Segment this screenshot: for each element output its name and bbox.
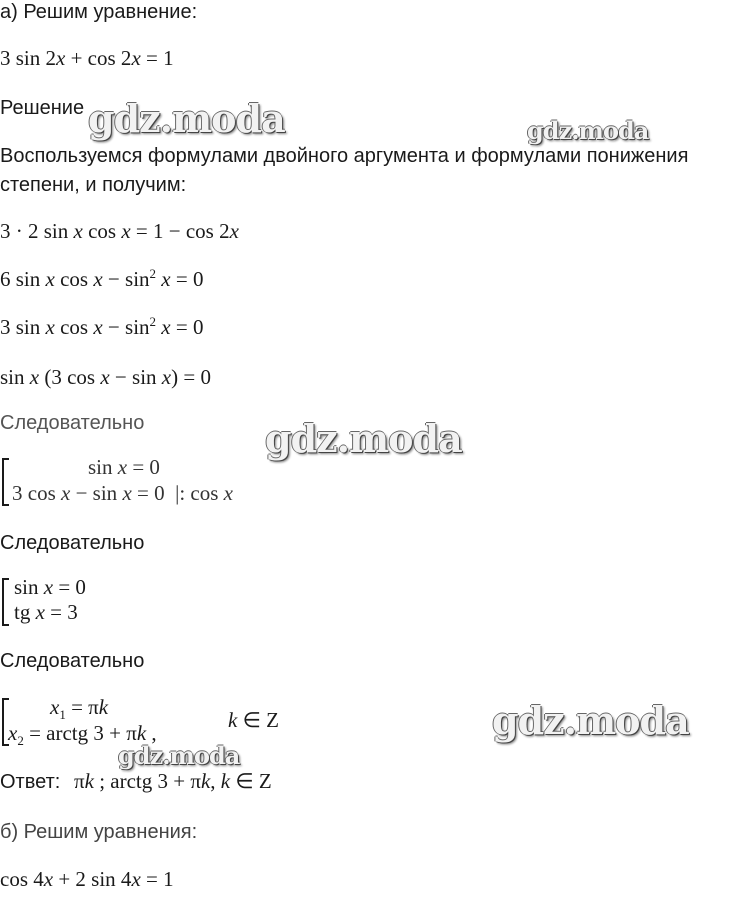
watermark-logo: gdz.moda [118,741,240,770]
system-2-line-1: sin x = 0 [14,575,86,599]
system-2-line-2: tg x = 3 [14,600,78,624]
watermark-logo: gdz.moda [492,698,689,743]
system-2-bracket [2,578,9,626]
therefore-1: Следовательно [0,412,145,434]
system-3-line-1: $x_1 = \pi k$ [50,695,109,722]
part-a-equation: 3 sin 2x + cos 2x = 1 [0,46,174,70]
system-3-line-2: $x_2$ = arctg 3 + πk , [8,721,157,748]
system-1-line-1: sin x = 0 [88,455,160,479]
answer-label: Ответ: [0,771,61,793]
watermark-logo: gdz.moda [265,416,462,461]
therefore-2: Следовательно [0,532,145,554]
watermark-logo: gdz.moda [88,96,285,141]
therefore-3: Следовательно [0,650,145,672]
part-a-heading: а) Решим уравнение: [0,1,198,23]
step-1: 3 · 2 sin x cos x = 1 − cos 2x [0,219,239,243]
intro-line-2: степени, и получим: [0,174,187,196]
part-b-equation: cos 4x + 2 sin 4x = 1 [0,867,174,891]
answer-value: πk ; arctg 3 + πk, k ∈ Z [74,769,272,793]
solution-label: Решение [0,97,85,119]
intro-line-1: Воспользуемся формулами двойного аргумента и формулами понижения [0,145,689,167]
system-1-bracket [2,458,9,506]
watermark-logo: gdz.moda [527,116,649,145]
step-4: sin x (3 cos x − sin x) = 0 [0,365,211,389]
system-3-domain: k ∈ Z [228,708,279,732]
step-3: 3 sin x $\cos x - \sin^2 x = 0$ [0,314,204,339]
part-b-heading: б) Решим уравнения: [0,821,198,843]
system-1-line-2: 3 cos x − sin x = 0 |: cos x [12,481,233,505]
step-2: 6 sin x $\cos x - \sin^2 x = 0$ [0,266,204,291]
